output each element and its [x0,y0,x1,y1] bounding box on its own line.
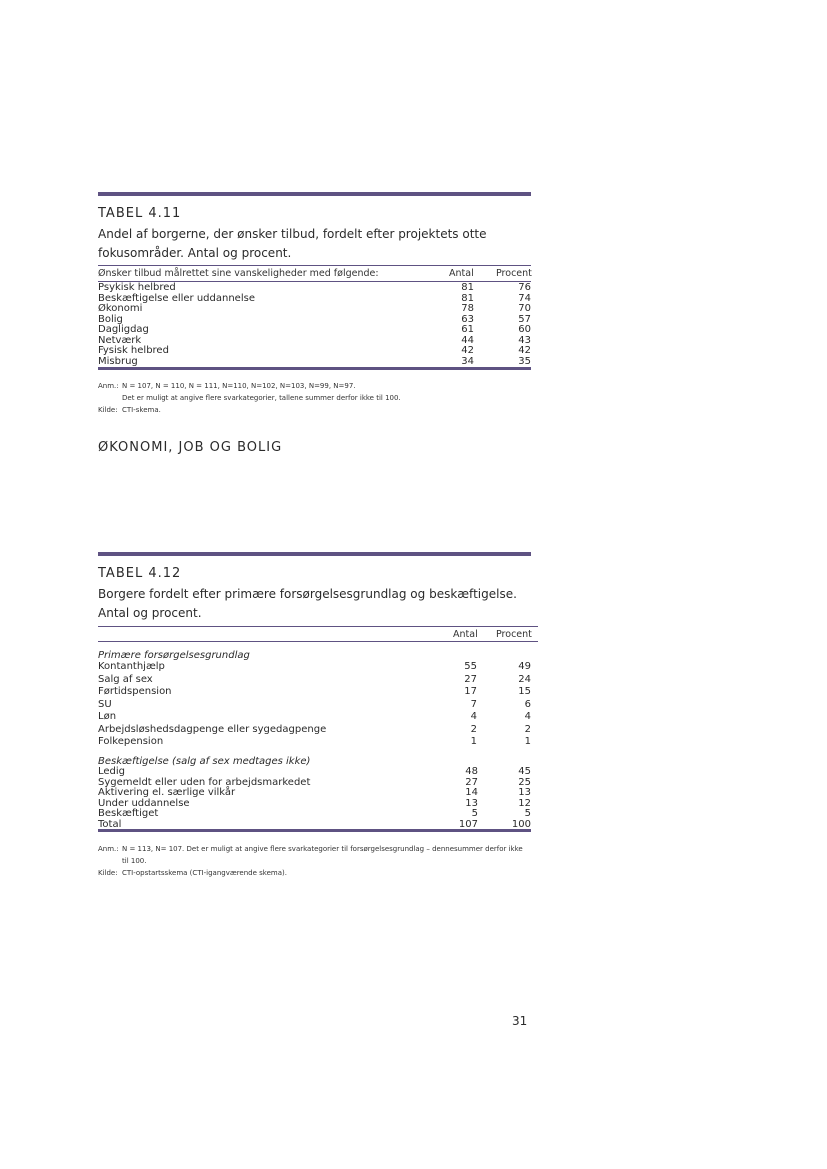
table2-note-kilde [98,869,287,878]
table1-note-kilde-text: CTI-skema. [122,406,161,414]
row-antal: 13 [465,797,478,809]
row-label: Folkepension [98,736,164,747]
row-antal: 14 [465,787,478,798]
table1-caption: Andel af borgerne, der ønsker tilbud, fordelt efter projektets otte fokusområder. Antal og procent. [98,227,487,260]
row-label: SU [98,698,112,710]
row-label: Netværk [98,334,142,346]
row-antal: 2 [470,723,477,735]
row-label: Salg af sex [98,673,153,685]
table2-col-header-antal: Antal [453,629,478,640]
table1-col-header-procent: Procent [496,268,532,279]
table2-col-header-procent: Procent [496,629,532,640]
row-label: Beskæftigelse eller uddannelse [98,292,255,304]
row-antal: 78 [461,303,474,314]
row-procent: 24 [518,673,531,685]
row-antal: 48 [465,766,478,777]
table2-caption: Borgere fordelt efter primære forsørgelsesgrundlag og beskæftigelse. Antal og procent. [98,587,517,620]
row-label: Dagligdag [98,324,149,335]
row-procent: 5 [524,808,531,819]
row-procent: 49 [518,661,531,672]
table2-header-bottom-rule [98,641,538,642]
row-label: Førtidspension [98,686,172,697]
row-label: Psykisk helbred [98,282,176,293]
table2-note-anm-key: Anm.: [98,845,119,853]
table1-top-rule [98,192,531,196]
row-procent: 74 [518,292,531,304]
row-antal: 107 [458,818,478,830]
row-procent: 45 [518,766,531,777]
row-antal: 4 [470,711,477,722]
row-label: Under uddannelse [98,797,190,809]
table1-label: TABEL 4.11 [98,206,182,221]
table2-note-anm-1: N = 113, N= 107. Det er muligt at angive flere svarkategorier til forsørgelsesgrundlag – dennesummer derfor ikke [122,845,523,853]
table2-note-kilde-text: CTI-opstartsskema (CTI-igangværende skema). [122,869,287,877]
table2-note-anm [98,845,523,854]
row-antal: 27 [465,776,478,788]
row-label: Aktivering el. særlige vilkår [98,787,236,798]
row-procent: 60 [518,324,531,335]
row-procent: 6 [524,698,531,710]
table1-bottom-rule [98,367,531,370]
row-procent: 76 [518,282,531,293]
row-antal: 5 [471,808,478,819]
row-antal: 44 [461,334,474,346]
table1-note-kilde-key: Kilde: [98,406,118,414]
row-antal: 17 [464,686,477,697]
row-procent: 4 [524,711,531,722]
row-procent: 43 [518,334,531,346]
row-antal: 61 [461,324,474,335]
row-antal: 27 [464,673,477,685]
table2-note-anm-2: til 100. [122,857,147,865]
table1-note-anm-2: Det er muligt at angive flere svarkategorier, tallene summer derfor ikke til 100. [122,394,401,402]
row-procent: 25 [518,776,531,788]
row-label: Sygemeldt eller uden for arbejdsmarkedet [98,776,311,788]
row-procent: 13 [518,787,531,798]
row-antal: 34 [461,355,474,367]
row-label: Misbrug [98,355,138,367]
row-label: Kontanthjælp [98,661,165,672]
row-procent: 15 [518,686,531,697]
table2-group1-title: Primære forsørgelsesgrundlag [98,650,250,661]
table1-note-anm-1: N = 107, N = 110, N = 111, N=110, N=102, N=103, N=99, N=97. [122,382,356,390]
row-procent: 35 [518,355,531,367]
page-number: 31 [512,1014,528,1028]
table2-note-kilde-key: Kilde: [98,869,118,877]
row-procent: 2 [524,723,531,735]
row-antal: 1 [470,736,477,747]
row-antal: 55 [464,661,477,672]
row-procent: 57 [518,313,531,325]
table1-note-anm-key: Anm.: [98,382,119,390]
row-label: Løn [98,711,117,722]
row-procent: 70 [518,303,531,314]
row-antal: 63 [461,313,474,325]
table2-label: TABEL 4.12 [98,566,182,581]
table2-bottom-rule [98,829,531,832]
table1-note-kilde [98,406,161,415]
row-antal: 81 [461,282,474,293]
table1-note-anm [98,382,356,391]
row-label: Beskæftiget [98,808,159,819]
table2-top-rule [98,552,531,556]
table1-col-header-label: Ønsker tilbud målrettet sine vanskeligheder med følgende: [98,268,379,279]
row-procent: 12 [518,797,531,809]
row-label: Arbejdsløshedsdagpenge eller sygedagpenge [98,723,327,735]
row-procent: 100 [511,818,531,830]
row-procent: 42 [518,345,531,356]
row-procent: 1 [524,736,531,747]
row-antal: 42 [461,345,474,356]
table1-col-header-antal: Antal [449,268,474,279]
table1-header-top-rule [98,265,531,266]
row-label: Fysisk helbred [98,345,169,356]
table2-header-top-rule [98,626,538,627]
table2-group2-title: Beskæftigelse (salg af sex medtages ikke) [98,756,311,767]
row-label: Økonomi [98,303,143,314]
row-label: Bolig [98,313,123,325]
row-antal: 7 [470,698,477,710]
row-label: Total [98,818,122,830]
row-label: Ledig [98,766,126,777]
row-antal: 81 [461,292,474,304]
section-heading: ØKONOMI, JOB OG BOLIG [98,440,283,455]
